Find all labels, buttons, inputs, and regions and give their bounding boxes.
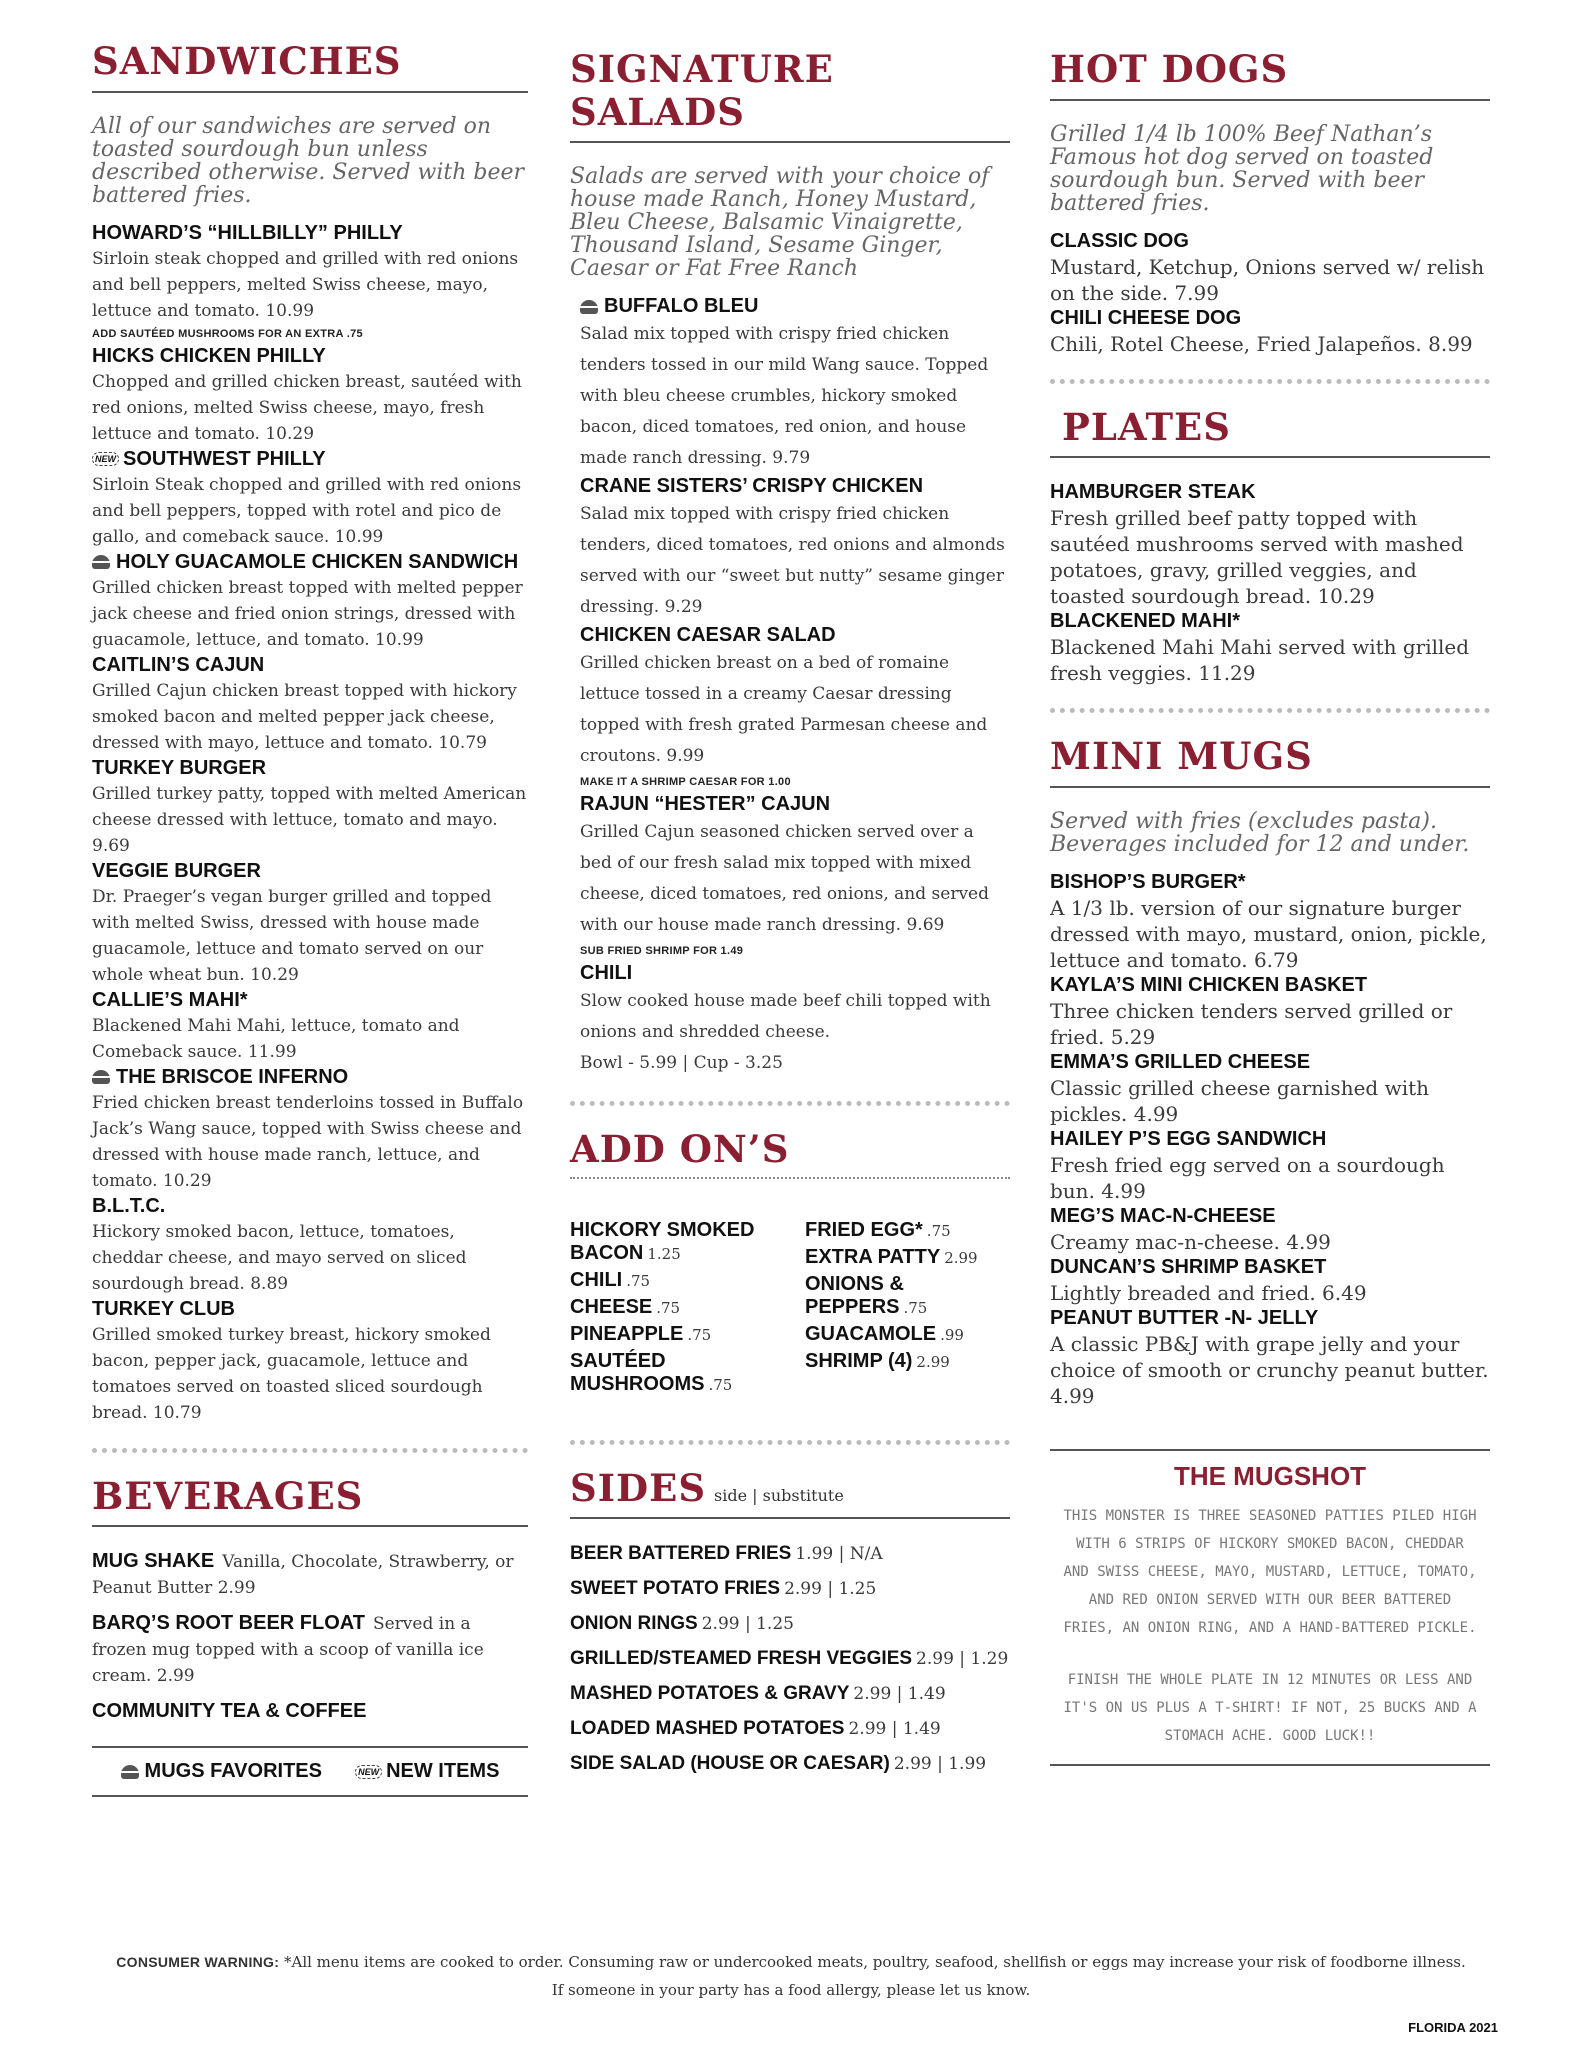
item-name-text: BARQ’S ROOT BEER FLOAT [92,1612,365,1635]
addons-grid [570,1219,1010,1400]
item-name-text: VEGGIE BURGER [92,859,261,882]
side-price: 2.99 | 1.25 [784,1579,877,1600]
item-name [1050,1050,1490,1075]
side-name: MASHED POTATOES & GRAVY [570,1683,850,1705]
addon-item [570,1269,775,1292]
item-description: Grilled turkey patty, topped with melted American cheese dressed with lettuce, tomato and mayo. 9.69 [92,783,527,856]
item-name-text: HAILEY P’S EGG SANDWICH [1050,1127,1327,1150]
addon-name: PINEAPPLE [570,1322,684,1345]
addon-item [570,1350,775,1396]
allergy-text: If someone in your party has a food allergy, please let us know. [551,1981,1031,1999]
item-name-text: CHILI [580,962,633,985]
item-description: Creamy mac-n-cheese. 4.99 [1050,1229,1331,1254]
item-name-text: HICKS CHICKEN PHILLY [92,344,326,367]
favorite-burger-icon [580,300,598,314]
item-name-text: BISHOP’S BURGER* [1050,870,1246,893]
item-description: Grilled chicken breast topped with melted pepper jack cheese and fried onion strings, dressed with guacamole, lettuce, and tomato. 10.99 [92,577,523,650]
item-description: Fried chicken breast tenderloins tossed in Buffalo Jack’s Wang sauce, topped with Swiss cheese and dressed with house made ranch, lettuce, and tomato. 10.29 [92,1092,524,1191]
beverage-item [92,1549,528,1601]
addons-list-right [805,1219,1010,1400]
mugshot-title: THE MUGSHOT [1173,1460,1367,1491]
item-name-text: CAITLIN’S CAJUN [92,653,265,676]
legend-new-items: NEW ITEMS [386,1760,500,1783]
item-price-options: Bowl - 5.99 | Cup - 3.25 [580,1053,783,1074]
hotdogs-intro: Grilled 1/4 lb 100% Beef Nathan’s Famous hot dog served on toasted sourdough bun. Served with beer battered fries. [1050,121,1434,216]
new-badge-icon: NEW [355,1765,382,1779]
addon-item [805,1350,1010,1373]
item-name [1050,973,1490,998]
favorite-burger-icon [92,1070,110,1084]
side-price: 2.99 | 1.49 [848,1719,941,1740]
menu-item [92,344,528,447]
consumer-warning [0,1948,1582,2004]
menu-item [1050,306,1490,357]
item-name-text: HOWARD’S “HILLBILLY” PHILLY [92,221,403,244]
addon-item [570,1323,775,1346]
item-name-text: CRANE SISTERS’ CRISPY CHICKEN [580,475,924,498]
item-description: Blackened Mahi Mahi served with grilled fresh veggies. 11.29 [1050,635,1470,686]
addon-price: .75 [708,1375,733,1394]
item-name [92,988,528,1013]
item-name [1050,306,1490,331]
item-name [92,859,528,884]
item-name-text: TURKEY BURGER [92,756,267,779]
hotdog-list [1050,229,1490,357]
side-name: SIDE SALAD (HOUSE OR CAESAR) [570,1753,890,1775]
item-name [92,550,528,575]
item-name [1050,1127,1490,1152]
item-description: Sirloin Steak chopped and grilled with red onions and bell peppers, topped with rotel and pico de gallo, and comeback sauce. 10.99 [92,474,522,547]
hotdogs-heading: HOT DOGS [1050,48,1490,101]
warning-text: *All menu items are cooked to order. Consuming raw or undercooked meats, poultry, seafood, shellfish or eggs may increase your risk of foodborne illness. [283,1953,1466,1971]
item-description: Salad mix topped with crispy fried chicken tenders tossed in our mild Wang sauce. Topped with bleu cheese crumbles, hickory smoked bacon, diced tomatoes, red onion, and house made ranch dressing. 9.79 [580,324,989,469]
item-name [1050,870,1490,895]
item-description: Grilled smoked turkey breast, hickory smoked bacon, pepper jack, guacamole, lettuce and tomatoes served on toasted sliced sourdough bread. 10.79 [92,1324,491,1423]
side-price: 2.99 | 1.99 [893,1754,987,1775]
side-name: LOADED MASHED POTATOES [570,1718,845,1740]
menu-item [580,792,1010,957]
side-item [570,1646,1010,1672]
sides-list [570,1541,1010,1777]
item-name-text: B.L.T.C. [92,1194,166,1217]
item-name-text: HAMBURGER STEAK [1050,481,1256,504]
side-name: ONION RINGS [570,1613,698,1635]
legend-favorites: MUGS FAVORITES [144,1760,322,1783]
menu-item [580,961,1010,1079]
menu-item [92,756,528,859]
item-description: Hickory smoked bacon, lettuce, tomatoes, cheddar cheese, and mayo served on sliced sourdough bread. 8.89 [92,1221,467,1294]
salads-column [570,40,1010,1786]
legend [92,1746,528,1797]
side-item [570,1611,1010,1637]
sandwiches-heading: SANDWICHES [92,40,528,93]
item-description: Classic grilled cheese garnished with pickles. 4.99 [1050,1075,1430,1126]
item-description: Grilled Cajun chicken breast topped with hickory smoked bacon and melted pepper jack cheese, dressed with mayo, lettuce and tomato. 10.79 [92,680,517,753]
sandwiches-column [92,40,528,1797]
item-name [1050,1306,1490,1331]
item-description: Salad mix topped with crispy fried chicken tenders, diced tomatoes, red onions and almonds served with our “sweet but nutty” sesame ginger dressing. 9.29 [580,504,1005,618]
item-name-text: KAYLA’S MINI CHICKEN BASKET [1050,973,1368,996]
item-name [92,653,528,678]
menu-item [1050,1204,1490,1255]
item-name [580,623,1010,648]
menu-item [92,221,528,340]
item-name [580,294,1010,319]
item-name-text: CLASSIC DOG [1050,229,1189,252]
addon-name: CHEESE [570,1295,653,1318]
item-description: Served in a frozen mug topped with a scoop of vanilla ice cream. 2.99 [92,1614,484,1687]
menu-item [1050,609,1490,686]
addon-price: .75 [656,1298,681,1317]
item-name-text: BLACKENED MAHI* [1050,610,1240,633]
addon-name: SHRIMP (4) [805,1349,913,1372]
divider [1050,708,1490,713]
addon-name: HICKORY SMOKED BACON [570,1218,755,1264]
menu-item [92,447,528,550]
item-name [92,447,528,472]
sandwiches-intro: All of our sandwiches are served on toasted sourdough bun unless described otherwise. Served with beer battered fries. [92,113,525,208]
menu-item [1050,1050,1490,1127]
item-name-text: CHILI CHEESE DOG [1050,306,1242,329]
item-note: MAKE IT A SHRIMP CAESAR FOR 1.00 [580,776,791,789]
beverage-item [92,1611,528,1689]
item-name-text: EMMA’S GRILLED CHEESE [1050,1050,1311,1073]
divider [92,1448,528,1453]
plates-heading: PLATES [1050,406,1490,459]
item-name [1050,609,1490,634]
item-description: Grilled Cajun seasoned chicken served over a bed of our fresh salad mix topped with mixed cheese, diced tomatoes, red onions, and served with our house made ranch dressing. 9.69 [580,822,989,936]
item-description: Vanilla, Chocolate, Strawberry, or Peanut Butter 2.99 [92,1552,514,1599]
menu-item [1050,229,1490,306]
item-name [1050,229,1490,254]
item-description: Fresh fried egg served on a sourdough bun. 4.99 [1050,1152,1445,1203]
item-name-text: DUNCAN’S SHRIMP BASKET [1050,1255,1327,1278]
divider [570,1101,1010,1106]
item-name-text: PEANUT BUTTER -N- JELLY [1050,1306,1319,1329]
item-name [1050,480,1490,505]
item-description: A 1/3 lb. version of our signature burger dressed with mayo, mustard, onion, pickle, lettuce and tomato. 6.79 [1050,895,1487,972]
mugshot-description: THIS MONSTER IS THREE SEASONED PATTIES PILED HIGH WITH 6 STRIPS OF HICKORY SMOKED BACON, CHEDDAR AND SWISS CHEESE, MAYO, MUSTARD, LETTUCE, TOMATO, AND RED ONION SERVED WITH OUR BEER BATTERED FRIES, AN ONION RING, AND A HAND-BATTERED PICKLE. [1063,1507,1477,1636]
side-item [570,1716,1010,1742]
item-name [92,1194,528,1219]
item-name-text: RAJUN “HESTER” CAJUN [580,793,831,816]
addon-item [805,1323,1010,1346]
item-description: Blackened Mahi Mahi, lettuce, tomato and Comeback sauce. 11.99 [92,1015,460,1062]
warning-label: CONSUMER WARNING: [116,1954,280,1970]
item-name [92,221,528,246]
divider [1050,379,1490,384]
menu-item [1050,973,1490,1050]
item-description: Dr. Praeger’s vegan burger grilled and topped with melted Swiss, dressed with house made guacamole, lettuce and tomato served on our whole wheat bun. 10.29 [92,886,492,985]
salads-intro: Salads are served with your choice of house made Ranch, Honey Mustard, Bleu Cheese, Balsamic Vinaigrette, Thousand Island, Sesame Ginger, Caesar or Fat Free Ranch [570,164,990,282]
sandwich-list [92,221,528,1426]
addon-item [805,1246,1010,1269]
menu-item [1050,1255,1490,1306]
item-description: Chili, Rotel Cheese, Fried Jalapeños. 8.99 [1050,331,1473,356]
menu-item [92,653,528,756]
sides-heading [570,1467,1010,1520]
side-item [570,1576,1010,1602]
minimugs-intro: Served with fries (excludes pasta). Beverages included for 12 and under. [1050,808,1470,857]
side-name: SWEET POTATO FRIES [570,1578,781,1600]
item-name [1050,1204,1490,1229]
beverage-item [92,1699,528,1724]
item-name-text: COMMUNITY TEA & COFFEE [92,1700,367,1723]
new-badge-icon: NEW [92,452,119,466]
menu-item [92,988,528,1065]
side-item [570,1541,1010,1567]
minimug-list [1050,870,1490,1409]
item-name [92,756,528,781]
item-name [92,1297,528,1322]
item-name [1050,1255,1490,1280]
mugshot-challenge: FINISH THE WHOLE PLATE IN 12 MINUTES OR LESS AND IT'S ON US PLUS A T-SHIRT! IF NOT, 25 BUCKS AND A STOMACH ACHE. GOOD LUCK!! [1063,1671,1477,1744]
side-price: 1.99 | N/A [795,1544,883,1565]
addon-name: SAUTÉED MUSHROOMS [570,1349,705,1395]
item-name-text: MEG’S MAC-N-CHEESE [1050,1204,1276,1227]
addon-item [570,1219,775,1265]
side-price: 2.99 | 1.25 [701,1614,794,1635]
item-description: Sirloin steak chopped and grilled with red onions and bell peppers, melted Swiss cheese, mayo, lettuce and tomato. 10.99 [92,248,519,321]
item-name [92,344,528,369]
item-description: Fresh grilled beef patty topped with sautéed mushrooms served with mashed potatoes, gravy, grilled veggies, and toasted sourdough bread. 10.29 [1050,506,1464,609]
addon-price: 2.99 [916,1352,950,1371]
menu-item [92,1065,528,1194]
addon-price: .75 [687,1325,712,1344]
menu-item [92,1297,528,1426]
addon-name: ONIONS & PEPPERS [805,1272,904,1318]
addon-price: 1.25 [647,1244,681,1263]
addon-item [805,1273,1010,1319]
hotdogs-column [1050,40,1490,1766]
sides-title: SIDES [570,1465,707,1510]
item-name-text: HOLY GUACAMOLE CHICKEN SANDWICH [116,550,519,573]
beverage-list [92,1549,528,1724]
menu-version: FLORIDA 2021 [1408,2020,1498,2035]
item-description: Lightly breaded and fried. 6.49 [1050,1280,1367,1305]
salads-heading: SIGNATURE SALADS [570,48,1010,143]
item-name [580,792,1010,817]
item-description: Mustard, Ketchup, Onions served w/ relish on the side. 7.99 [1050,254,1485,305]
menu-item [92,1194,528,1297]
menu-item [1050,1127,1490,1204]
addons-rule [570,1177,1010,1179]
side-price: 2.99 | 1.29 [916,1649,1009,1670]
item-name-text: TURKEY CLUB [92,1297,235,1320]
addons-heading: ADD ON’S [570,1127,790,1172]
item-name [580,961,1010,986]
minimugs-heading: MINI MUGS [1050,735,1490,788]
favorite-burger-icon [121,1765,139,1779]
menu-item [580,294,1010,474]
item-name-text: SOUTHWEST PHILLY [123,447,326,470]
side-name: GRILLED/STEAMED FRESH VEGGIES [570,1648,913,1670]
item-description: Chopped and grilled chicken breast, sautéed with red onions, melted Swiss cheese, mayo, fresh lettuce and tomato. 10.29 [92,371,522,444]
addon-item [570,1296,775,1319]
sides-subtitle: side | substitute [714,1485,844,1505]
mugshot-box [1050,1449,1490,1766]
favorite-burger-icon [92,555,110,569]
addon-name: EXTRA PATTY [805,1245,941,1268]
addon-price: .75 [626,1271,651,1290]
addon-price: .75 [926,1221,951,1240]
menu-item [580,623,1010,788]
addon-name: FRIED EGG* [805,1218,923,1241]
addon-price: .75 [903,1298,928,1317]
menu-item [1050,870,1490,973]
item-name [580,474,1010,499]
item-description: Three chicken tenders served grilled or fried. 5.29 [1050,998,1453,1049]
item-description: Slow cooked house made beef chili topped with onions and shredded cheese. [580,991,991,1043]
side-item [570,1681,1010,1707]
item-description: A classic PB&J with grape jelly and your choice of smooth or crunchy peanut butter. 4.99 [1050,1331,1489,1408]
item-name-text: MUG SHAKE [92,1550,215,1573]
menu-item [580,474,1010,623]
side-name: BEER BATTERED FRIES [570,1543,792,1565]
menu-item [1050,1306,1490,1409]
salad-list [570,294,1010,1079]
side-price: 2.99 | 1.49 [853,1684,946,1705]
divider [570,1440,1010,1445]
addon-name: GUACAMOLE [805,1322,937,1345]
menu-item [92,859,528,988]
item-name-text: CHICKEN CAESAR SALAD [580,624,836,647]
addon-price: .99 [940,1325,964,1344]
item-description: Grilled chicken breast on a bed of romaine lettuce tossed in a creamy Caesar dressing topped with fresh grated Parmesan cheese and croutons. 9.99 [580,653,988,767]
plate-list [1050,480,1490,686]
item-name-text: BUFFALO BLEU [604,295,759,318]
side-item [570,1751,1010,1777]
addons-list-left [570,1219,775,1400]
item-name-text: THE BRISCOE INFERNO [116,1065,349,1088]
beverages-heading: BEVERAGES [92,1475,528,1528]
menu-item [1050,480,1490,609]
item-note: SUB FRIED SHRIMP FOR 1.49 [580,945,744,958]
addon-item [805,1219,1010,1242]
item-name [92,1065,528,1090]
addon-price: 2.99 [944,1248,978,1267]
addon-name: CHILI [570,1268,623,1291]
menu-item [92,550,528,653]
item-note: ADD SAUTÉED MUSHROOMS FOR AN EXTRA .75 [92,327,363,340]
item-name-text: CALLIE’S MAHI* [92,988,248,1011]
